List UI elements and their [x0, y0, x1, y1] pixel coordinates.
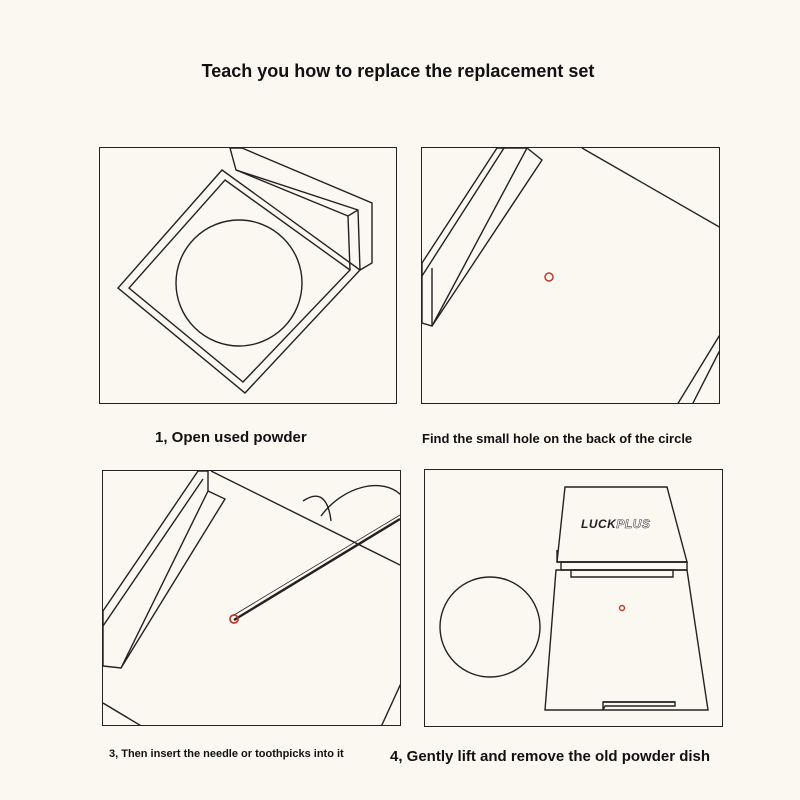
step-2-illustration — [421, 147, 720, 404]
page-title: Teach you how to replace the replacement set — [201, 61, 595, 81]
brand-logo — [581, 515, 650, 533]
step-1-illustration — [99, 147, 397, 404]
step-2-caption: Find the small hole on the back of the circle — [422, 431, 693, 446]
small-hole-marker — [545, 273, 553, 281]
step-3-caption: 3, Then insert the needle or toothpicks into it — [109, 748, 344, 760]
dish-hole-marker — [620, 606, 625, 611]
step-4-illustration — [424, 469, 723, 727]
step-3-illustration — [102, 470, 401, 726]
step-4-caption: 4, Gently lift and remove the old powder dish — [390, 748, 711, 765]
brand-logo-part1: LUCK — [581, 517, 617, 531]
brand-logo-part2: PLUS — [616, 517, 651, 531]
step-1-caption: 1, Open used powder — [155, 429, 307, 446]
